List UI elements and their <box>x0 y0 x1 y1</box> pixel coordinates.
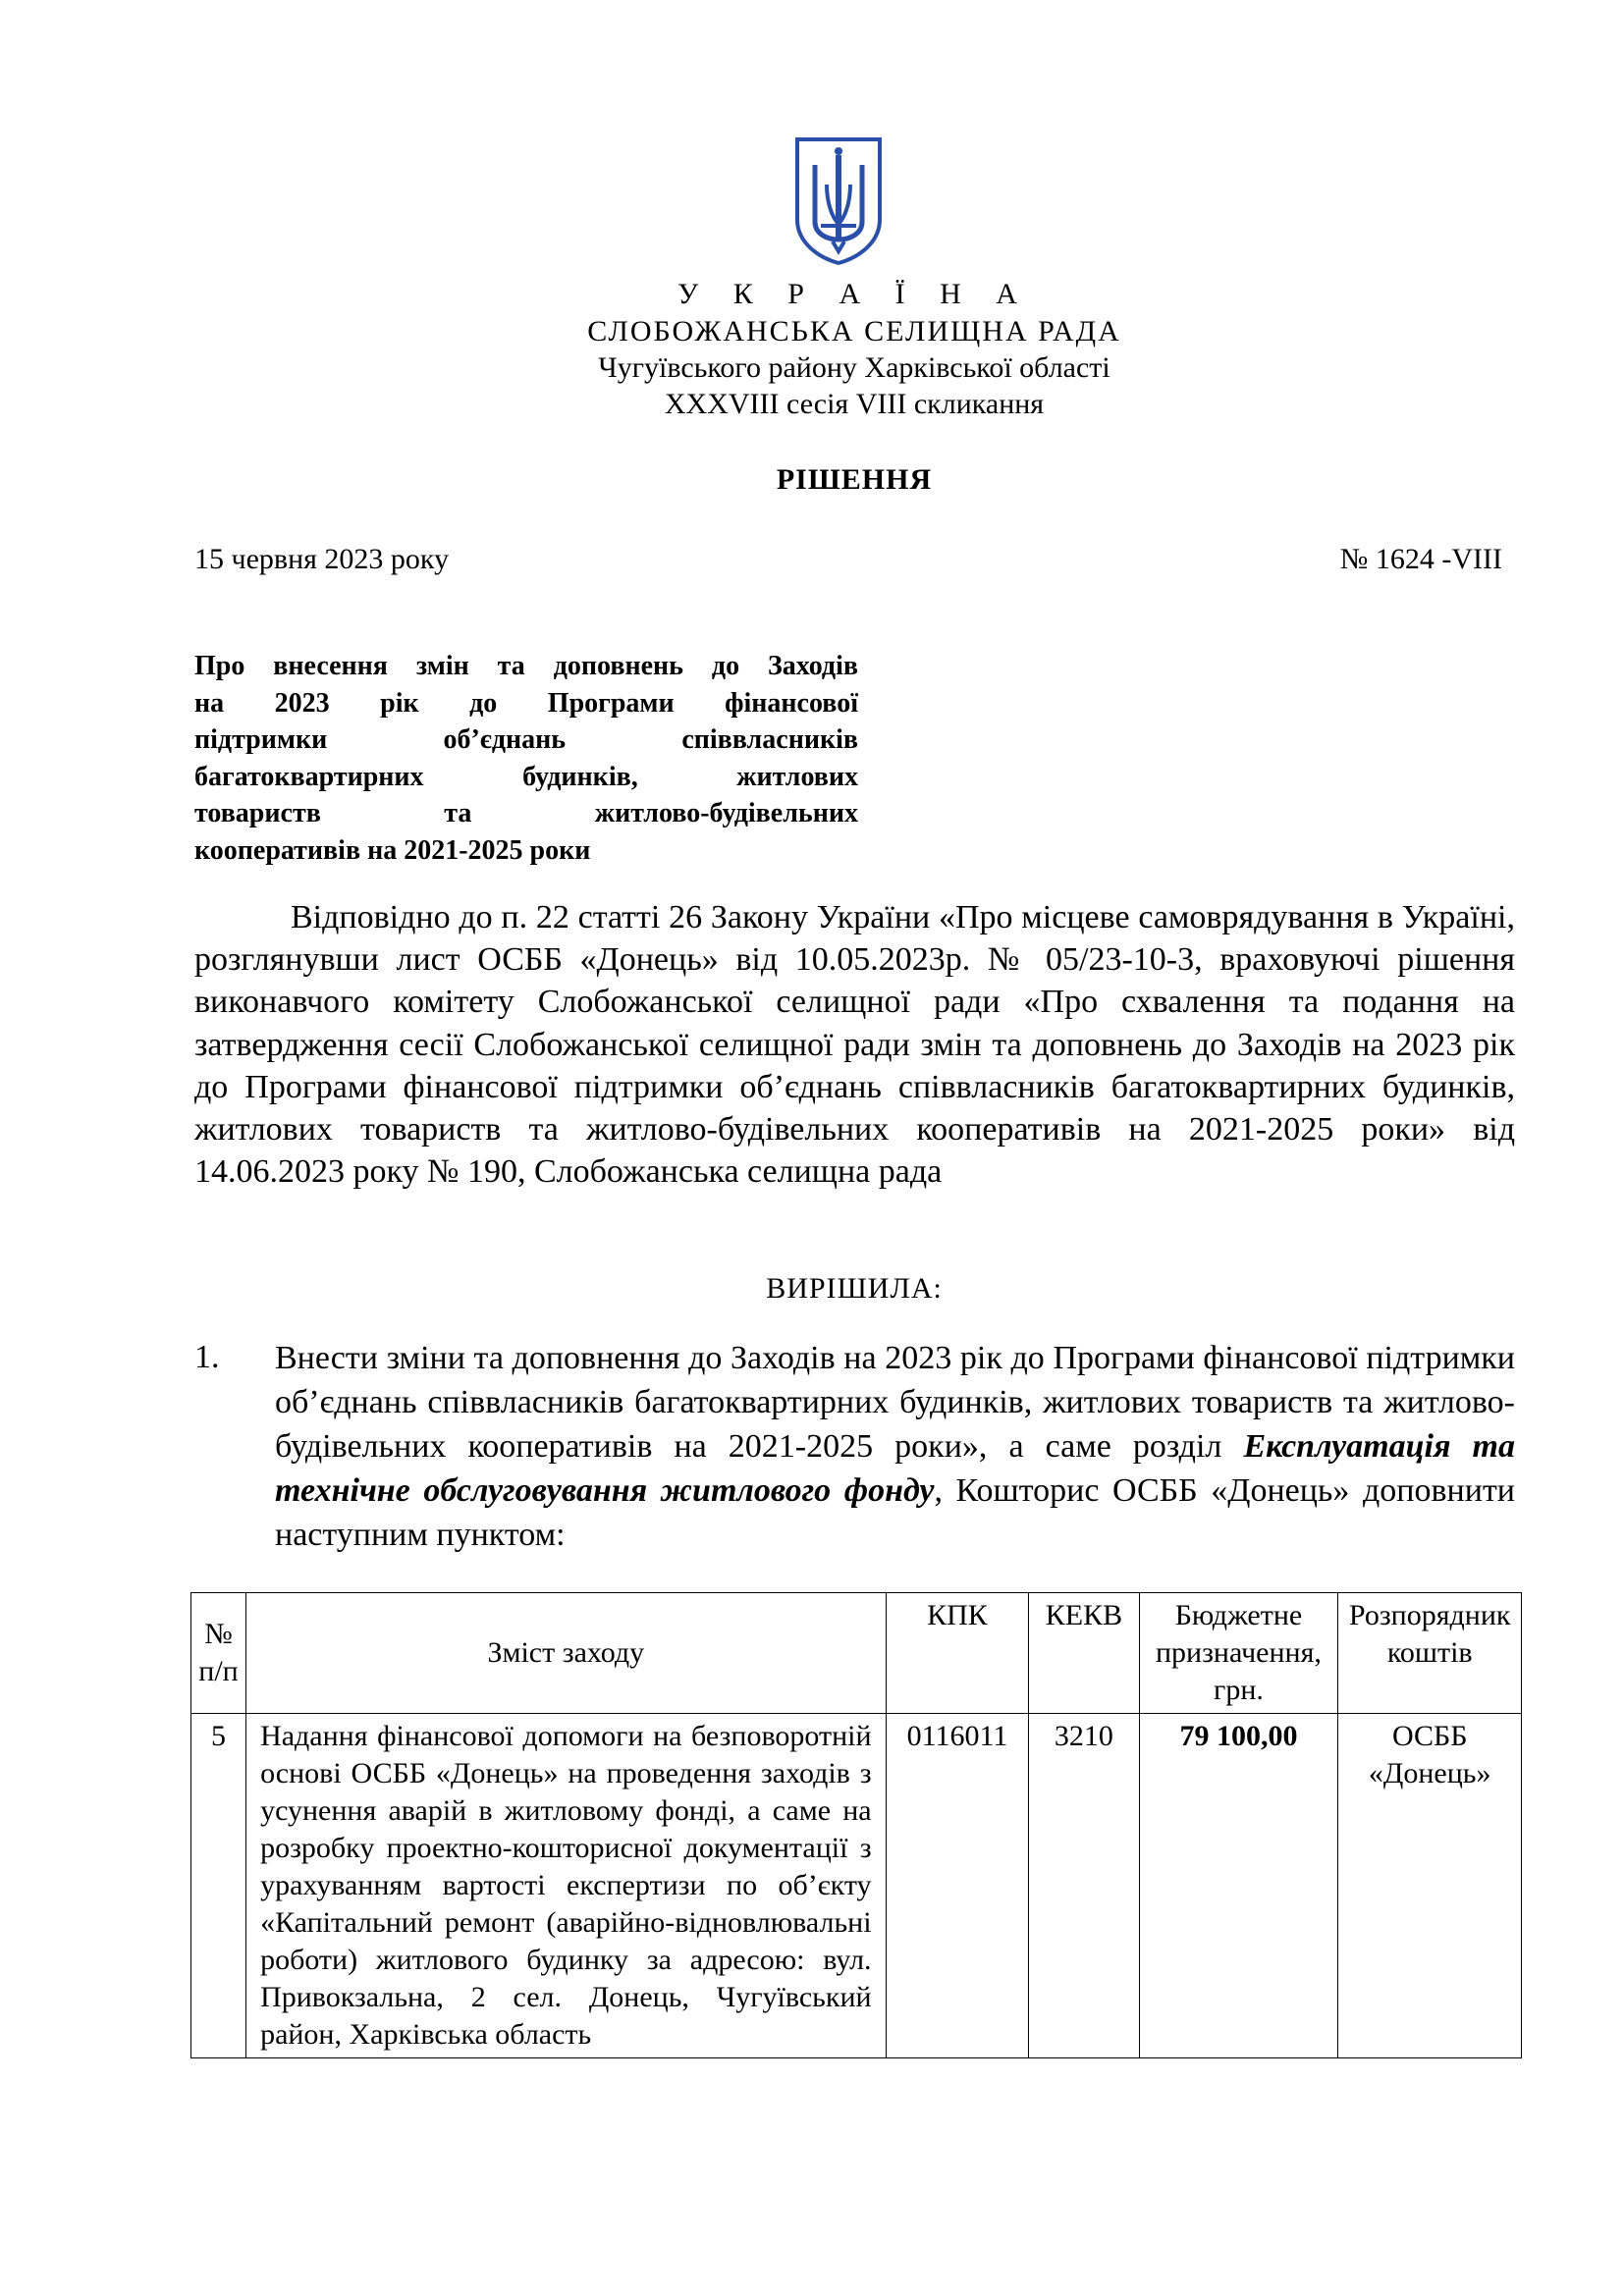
subject-line: на 2023 рік до Програми фінансової <box>194 687 858 719</box>
subject-line: багатоквартирних будинків, житлових <box>194 761 858 792</box>
table-row <box>191 1714 1522 2058</box>
measures-table <box>190 1592 1522 2058</box>
header-budget: Бюджетне призначення, грн. <box>1139 1593 1338 1714</box>
document-date: 15 червня 2023 року <box>194 543 450 575</box>
header-kekv: КЕКВ <box>1029 1593 1139 1714</box>
row-budget: 79 100,00 <box>1139 1714 1338 2058</box>
subject-line: товариств та житлово-будівельних <box>194 798 858 829</box>
header-num: № п/п <box>191 1593 246 1714</box>
district-line: Чугуївського району Харківської області <box>598 351 1110 384</box>
item-text-after: , Кошторис ОСББ «Донець» доповнити наступним пунктом: <box>275 1472 1515 1553</box>
subject-line: підтримки об’єднань співвласників <box>194 724 858 756</box>
header-kpk: КПК <box>886 1593 1029 1714</box>
row-kekv: 3210 <box>1029 1714 1139 2058</box>
session-line: XXXVIII сесія VIII скликання <box>664 388 1045 420</box>
council-name: СЛОБОЖАНСЬКА СЕЛИЩНА РАДА <box>587 315 1121 347</box>
header-manager: Розпорядник коштів <box>1338 1593 1522 1714</box>
row-content: Надання фінансової допомоги на безповоротній основі ОСББ «Донець» на проведення заходів з усунення аварій в житловому фонді, а саме на розробку проектно-кошторисної документації з урахуванням вартості експертизи по об’єкту «Капітальний ремонт (аварійно-відновлювальні роботи) житлового будинку за адресою: вул. Привокзальна, 2 сел. Донець, Чугуївський район, Харківська область <box>246 1714 887 2058</box>
subject-line: Про внесення змін та доповнень до Заходів <box>194 651 858 681</box>
subject-line: кооперативів на 2021-2025 роки <box>194 834 591 866</box>
item-text-before: Внести зміни та доповнення до Заходів на 2023 рік до Програми фінансової підтримки об’єднань співвласників багатоквартирних будинків, житлових товариств та житлово-будівельних кооперативів на 2021-2025 роки», а саме розділ <box>275 1340 1515 1465</box>
row-kpk: 0116011 <box>886 1714 1029 2058</box>
header-content: Зміст заходу <box>246 1593 887 1714</box>
row-manager: ОСББ «Донець» <box>1338 1714 1522 2058</box>
preamble-paragraph: Відповідно до п. 22 статті 26 Закону України «Про місцеве самоврядування в Україні, розглянувши лист ОСББ «Донець» від 10.05.2023р. № 05/23-10-3, враховуючі рішення виконавчого комітету Слобожанської селищної ради «Про схвалення та подання на затвердження сесії Слобожанської селищної ради змін та доповнень до Заходів на 2023 рік до Програми фінансової підтримки об’єднань співвласників багатоквартирних будинків, житлових товариств та житлово-будівельних кооперативів на 2021-2025 роки» від 14.06.2023 року № 190, Слобожанська селищна рада <box>194 899 1515 1191</box>
row-num: 5 <box>191 1714 246 2058</box>
resolved-heading: ВИРІШИЛА: <box>766 1272 943 1305</box>
table-header-row <box>191 1593 1522 1714</box>
item-number: 1. <box>194 1339 220 1375</box>
item-text <box>275 1336 1515 1557</box>
document-subject <box>194 648 858 870</box>
document-number: № 1624 -VIII <box>1339 543 1502 575</box>
item-section-name: Експлуатація та технічне обслуговування житлового фонду <box>275 1428 1515 1509</box>
coat-of-arms-icon <box>791 135 886 267</box>
document-type: РІШЕННЯ <box>776 463 933 496</box>
country-title: У К Р А Ї Н А <box>677 278 1031 310</box>
